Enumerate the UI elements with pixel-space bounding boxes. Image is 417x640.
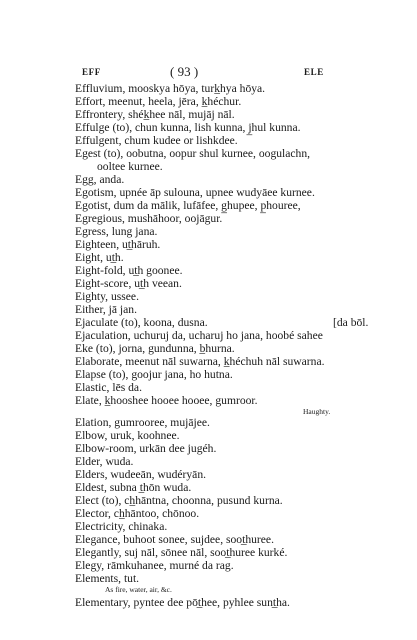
entry: Electricity, chinaka. xyxy=(75,520,168,533)
entry: Elapse (to), goojur jana, ho hutna. xyxy=(75,368,233,381)
entry: Elementary, pyntee dee pōt̲hee, pyhlee sunt̲ha. xyxy=(75,595,290,609)
header-left-guide-word: EFF xyxy=(82,67,101,77)
entry: Elation, gumrooree, mujājee. xyxy=(75,416,210,429)
entry: Elbow-room, urkān dee jugéh. xyxy=(75,442,217,455)
entry: Elector, ch̲hāntoo, chōnoo. xyxy=(75,507,200,520)
entry: Elder, wuda. xyxy=(75,455,134,468)
entry: Egregious, mushāhoor, oojāgur. xyxy=(75,212,223,225)
entry: Effulge (to), chun kunna, lish kunna, j̲hul kunna. xyxy=(75,121,301,134)
entry: Effulgent, chum kudee or lishkdee. xyxy=(75,134,238,147)
entry: Eighty, ussee. xyxy=(75,290,139,303)
entry-continuation: ooltee kurnee. xyxy=(97,160,163,173)
entry: Eight-fold, ut̲h goonee. xyxy=(75,264,183,277)
entry: Elegance, buhoot sonee, sujdee, soot̲huree. xyxy=(75,533,274,546)
entry: Effluvium, mooskya hōya, turk̲hya hōya. xyxy=(75,82,266,95)
entry: Elbow, uruk, koohnee. xyxy=(75,429,180,442)
entry: Egotist, dum da mālik, lufāfee, g̲hupee, p̲houree, xyxy=(75,199,301,212)
entry-note: As fire, water, air, &c. xyxy=(105,585,172,594)
entry: Egg, anda. xyxy=(75,173,125,186)
entry: Ejaculation, uchuruj da, ucharuj ho jana, hoobé sahee xyxy=(75,329,323,342)
entry: Egotism, upnée āp sulouna, upnee wudyāee kurnee. xyxy=(75,186,315,199)
entry: Either, jā jan. xyxy=(75,303,137,316)
entry: Eight-score, ut̲h veean. xyxy=(75,277,182,290)
entry: Effrontery, shék̲hee nāl, mujāj nāl. xyxy=(75,108,235,121)
entry xyxy=(75,316,375,329)
entry: Effort, meenut, heela, jēra, k̲héchur. xyxy=(75,95,242,108)
entry: Elegantly, suj nāl, sōnee nāl, soot̲huree kurké. xyxy=(75,546,288,559)
entry: Elders, wudeeān, wudéryān. xyxy=(75,468,207,481)
page-number: ( 93 ) xyxy=(170,64,199,79)
entry: Elegy, rāmkuhanee, murné da rag. xyxy=(75,559,234,572)
entry-note: Haughty. xyxy=(303,407,331,416)
entry: Eke (to), jorna, gundunna, b̲hurna. xyxy=(75,342,235,355)
entry-text: Ejaculate (to), koona, dusna. xyxy=(75,316,208,329)
entry: Elastic, lēs da. xyxy=(75,381,142,394)
header-right-guide-word: ELE xyxy=(304,67,324,77)
entry: Egress, lung jana. xyxy=(75,225,158,238)
entry: Elements, tut. xyxy=(75,572,140,585)
entry: Egest (to), oobutna, oopur shul kurnee, oogulachn, xyxy=(75,147,311,160)
entry-list xyxy=(75,82,375,609)
entry: Eldest, subna t̲hōn wuda. xyxy=(75,481,192,494)
entry: Elect (to), ch̲hāntna, choonna, pusund kurna. xyxy=(75,494,283,507)
entry: Elate, k̲hooshee hooee hooee, gumroor. xyxy=(75,394,258,407)
entry: Eight, ut̲h. xyxy=(75,251,124,264)
entry: Eighteen, ut̲hāruh. xyxy=(75,238,161,251)
entry: Elaborate, meenut nāl suwarna, k̲héchuh nāl suwarna. xyxy=(75,355,325,368)
entry-tail-note: [da bōl. xyxy=(333,316,369,329)
